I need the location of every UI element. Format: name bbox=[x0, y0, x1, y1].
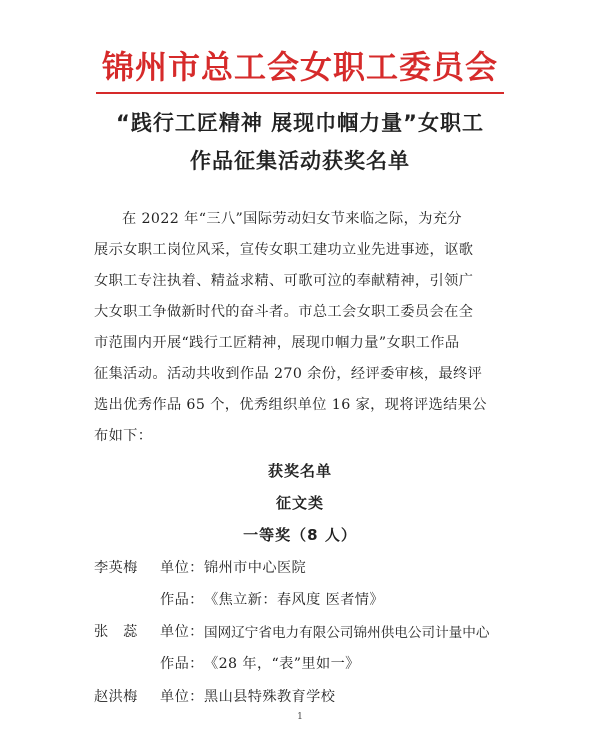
winner-name: 李英梅 bbox=[94, 560, 138, 576]
document-title-line-1: “践行工匠精神 展现巾帼力量”女职工 bbox=[116, 111, 484, 135]
intro-paragraph-line: 市范围内开展“践行工匠精神，展现巾帼力量”女职工作品 bbox=[94, 335, 460, 351]
unit-label: 单位： bbox=[160, 624, 204, 640]
unit-label: 单位： bbox=[160, 560, 204, 576]
intro-paragraph-line: 征集活动。活动共收到作品 270 余份，经评委审核，最终评 bbox=[94, 366, 483, 382]
page-number: 1 bbox=[297, 712, 303, 722]
winner-name: 张 蕊 bbox=[94, 624, 138, 640]
org-title: 锦州市总工会女职工委员会 bbox=[101, 48, 498, 86]
intro-paragraph-line: 女职工专注执着、精益求精、可歌可泣的奉献精神，引领广 bbox=[94, 273, 474, 289]
intro-paragraph-line: 在 2022 年“三八”国际劳动妇女节来临之际，为充分 bbox=[122, 211, 462, 227]
document-title-line-2: 作品征集活动获奖名单 bbox=[190, 149, 410, 173]
work-title: 《28 年，“表”里如一》 bbox=[204, 656, 360, 672]
work-label: 作品： bbox=[160, 592, 204, 608]
winner-name: 赵洪梅 bbox=[94, 689, 138, 705]
intro-paragraph-line: 大女职工争做新时代的奋斗者。市总工会女职工委员会在全 bbox=[94, 304, 474, 320]
unit-value: 国网辽宁省电力有限公司锦州供电公司计量中心 bbox=[204, 625, 490, 641]
intro-paragraph-line: 展示女职工岗位风采，宣传女职工建功立业先进事迹，讴歌 bbox=[94, 242, 474, 258]
category-heading: 征文类 bbox=[275, 494, 324, 512]
unit-value: 锦州市中心医院 bbox=[204, 560, 307, 576]
unit-value: 黑山县特殊教育学校 bbox=[204, 689, 336, 705]
intro-paragraph-line: 布如下： bbox=[94, 428, 153, 444]
work-label: 作品： bbox=[160, 656, 204, 672]
award-level-heading: 一等奖（8 人） bbox=[243, 526, 357, 544]
header-divider bbox=[96, 92, 504, 94]
work-title: 《焦立新：春风度 医者情》 bbox=[204, 592, 384, 608]
unit-label: 单位： bbox=[160, 689, 204, 705]
award-list-heading: 获奖名单 bbox=[267, 462, 332, 480]
intro-paragraph-line: 选出优秀作品 65 个，优秀组织单位 16 家，现将评选结果公 bbox=[94, 397, 487, 413]
